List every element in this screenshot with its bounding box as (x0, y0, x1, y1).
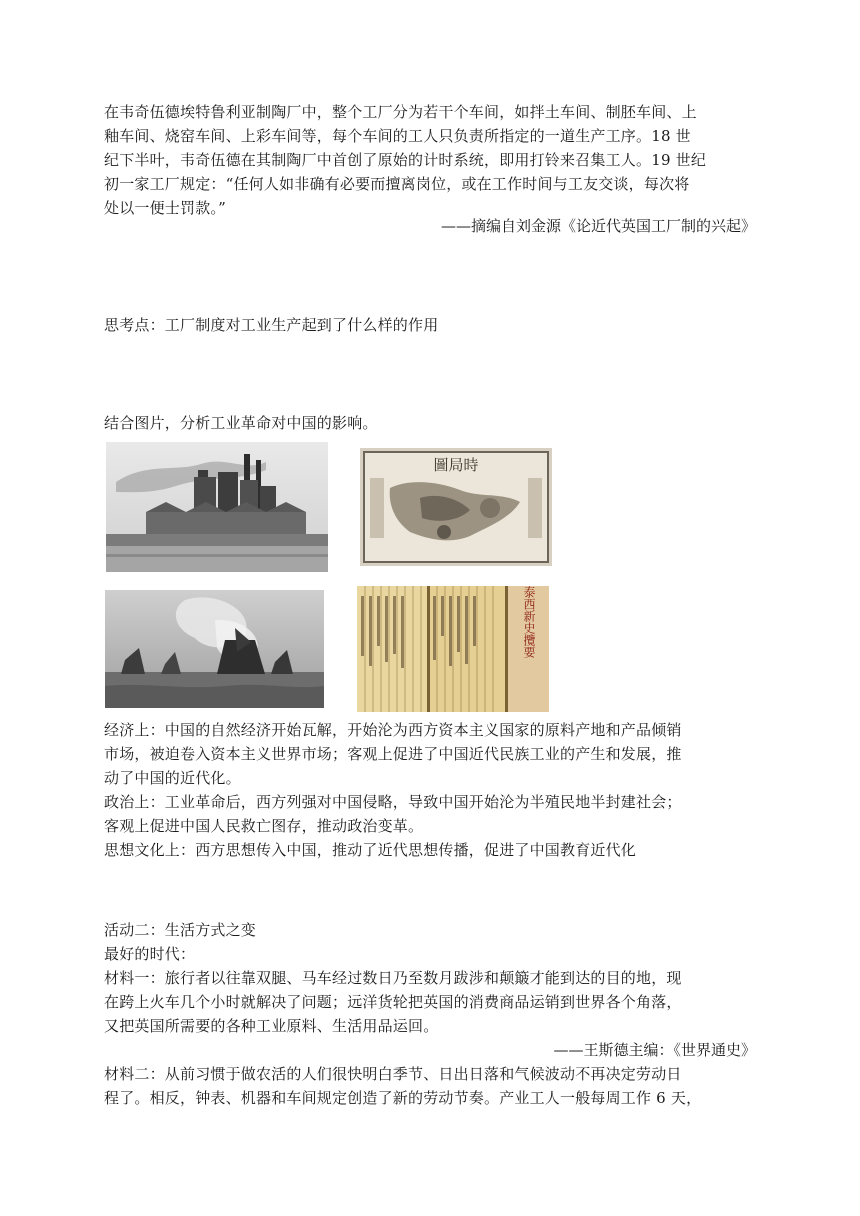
text-line: 动了中国的近代化。 (104, 769, 241, 787)
text-line: 政治上：工业革命后，西方列强对中国侵略，导致中国开始沦为半殖民地半封建社会； (104, 793, 682, 811)
material2-block (104, 1062, 756, 1110)
factory-material (104, 100, 756, 220)
factory-source: ——摘编自刘金源《论近代英国工厂制的兴起》 (440, 217, 756, 235)
text-line: 在韦奇伍德埃特鲁利亚制陶厂中，整个工厂分为若干个车间，如拌土车间、制胚车间、上 (104, 103, 697, 121)
text-line: 釉车间、烧窑车间、上彩车间等，每个车间的工人只负责所指定的一道生产工序。18 世 (104, 127, 691, 145)
answers-block (104, 718, 756, 862)
text-line: 材料二：从前习惯于做农活的人们很快明白季节、日出日落和气候波动不再决定劳动日 (104, 1065, 682, 1083)
old-books-photo (357, 586, 549, 712)
text-line: 纪下半叶，韦奇伍德在其制陶厂中首创了原始的计时系统，即用打铃来召集工人。19 世纪 (104, 151, 707, 169)
text-line: 初一家工厂规定：“任何人如非确有必要而擅离岗位，或在工作时间与工友交谈，每次将 (104, 175, 690, 193)
images-prompt: 结合图片，分析工业革命对中国的影响。 (104, 414, 378, 432)
cartoon-map-photo (360, 448, 552, 566)
text-line: 处以一便士罚款。” (104, 199, 226, 217)
text-line: 思想文化上：西方思想传入中国，推动了近代思想传播，促进了中国教育近代化 (104, 841, 637, 859)
text-line: 材料一：旅行者以往靠双腿、马车经过数日乃至数月跋涉和颠簸才能到达的目的地，现 (104, 969, 682, 987)
think-point: 思考点：工厂制度对工业生产起到了什么样的作用 (104, 316, 439, 334)
text-line: 程了。相反，钟表、机器和车间规定创造了新的劳动节奏。产业工人一般每周工作 6 天， (104, 1089, 702, 1107)
activity-subtitle: 最好的时代： (104, 945, 196, 963)
text-line: 又把英国所需要的各种工业原料、生活用品运回。 (104, 1017, 439, 1035)
cartoon-caption: 圖局時 (433, 456, 479, 474)
text-line: 在跨上火车几个小时就解决了问题；远洋货轮把英国的消费商品运销到世界各个角落， (104, 993, 682, 1011)
naval-battle-painting (105, 590, 324, 708)
text-line: 经济上：中国的自然经济开始瓦解，开始沦为西方资本主义国家的原料产地和产品倾销 (104, 721, 682, 739)
book-cover-title: 泰西新史攬要 (522, 586, 536, 658)
text-line: 市场，被迫卷入资本主义世界市场；客观上促进了中国近代民族工业的产生和发展，推 (104, 745, 682, 763)
factory-photo (106, 442, 328, 572)
activity-block (104, 918, 756, 1038)
activity-title: 活动二：生活方式之变 (104, 921, 257, 939)
material1-source: ——王斯德主编：《世界通史》 (553, 1041, 756, 1059)
text-line: 客观上促进中国人民救亡图存，推动政治变革。 (104, 817, 424, 835)
